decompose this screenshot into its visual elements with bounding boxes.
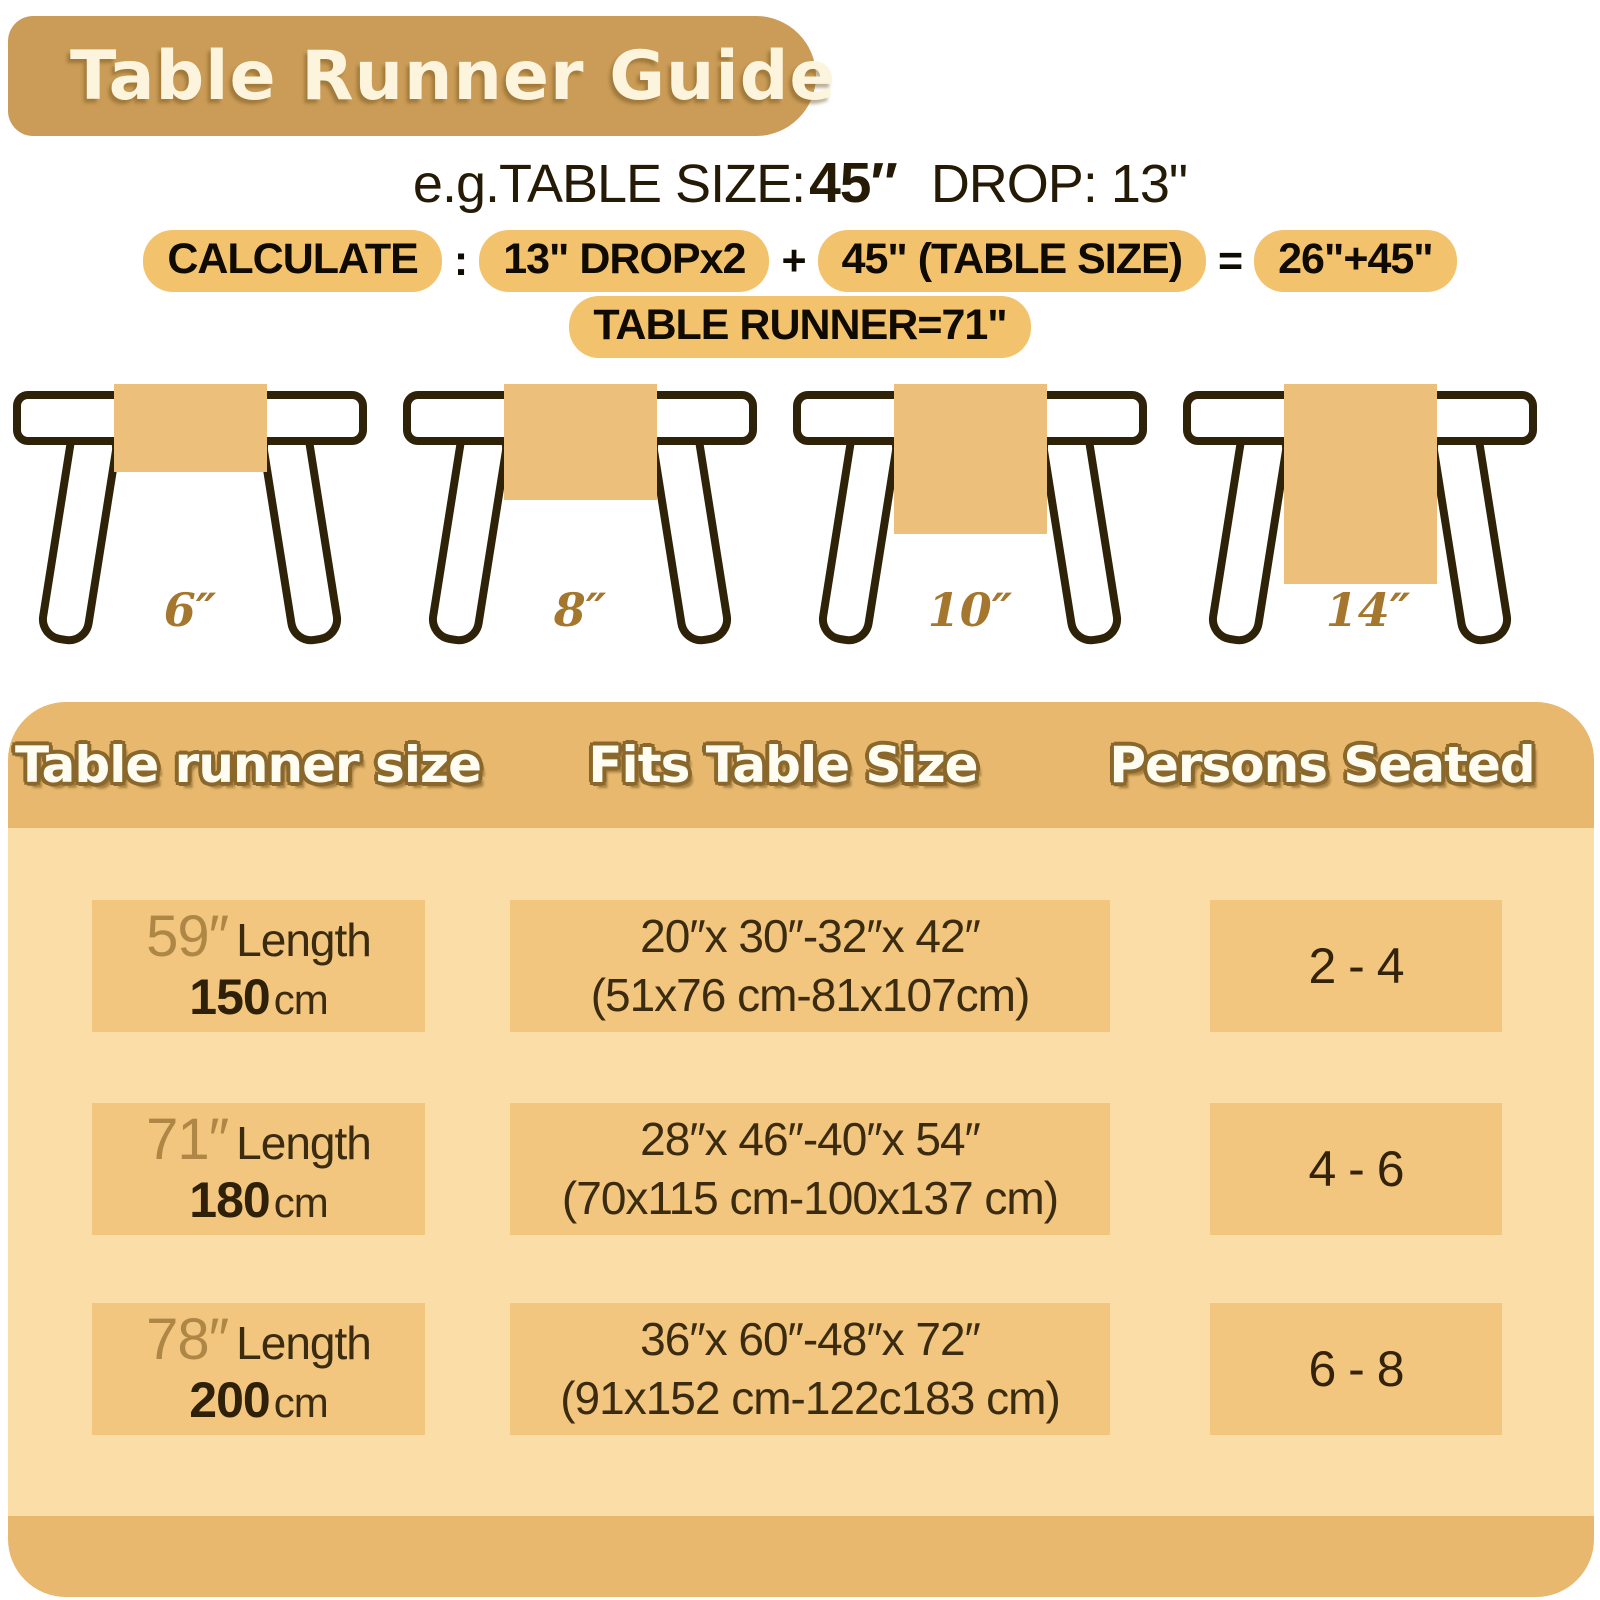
runner-result: TABLE RUNNER=71" <box>569 296 1030 358</box>
fits-table-size-cell <box>510 1103 1110 1235</box>
persons-seated-cell <box>1210 1103 1502 1235</box>
calculate-colon: : <box>453 236 468 285</box>
drop-label: 10″ <box>927 583 1013 637</box>
drop-expression: 13" DROPx2 <box>479 230 769 292</box>
cm-unit: cm <box>273 976 328 1024</box>
example-drop: DROP: 13" <box>930 154 1188 214</box>
fits-inches: 28″x 46″-40″x 54″ <box>640 1113 980 1166</box>
fits-cm: (91x152 cm-122c183 cm) <box>560 1372 1060 1424</box>
table-illustration-8in <box>400 378 760 650</box>
fits-table-size-cell <box>510 900 1110 1032</box>
calculate-line <box>0 230 1600 292</box>
length-word: Length <box>236 1117 371 1170</box>
table-drawing <box>10 378 370 650</box>
column-header-fits-table-size: Fits Table Size <box>588 736 978 794</box>
runner-length-cm: 200 <box>189 1372 270 1429</box>
runner-swatch <box>894 384 1047 534</box>
table-illustration-6in <box>10 378 370 650</box>
persons-range: 4 - 6 <box>1308 1141 1404 1197</box>
persons-seated-cell <box>1210 1303 1502 1435</box>
drop-label: 8″ <box>553 583 607 637</box>
runner-size-cell <box>92 1303 425 1435</box>
runner-length-inches: 78″ <box>146 1307 229 1373</box>
table-leg-right <box>1041 425 1120 644</box>
runner-size-cell <box>92 1103 425 1235</box>
drop-label: 6″ <box>163 583 217 637</box>
fits-cm: (51x76 cm-81x107cm) <box>590 969 1030 1021</box>
runner-swatch <box>504 384 657 500</box>
column-header-runner-size: Table runner size <box>15 736 481 794</box>
runner-swatch <box>1284 384 1437 584</box>
table-leg-left <box>820 425 899 644</box>
fits-cm: (70x115 cm-100x137 cm) <box>561 1172 1059 1224</box>
title-banner <box>8 16 837 136</box>
runner-length-inches: 59″ <box>146 904 229 970</box>
table-leg-left <box>1210 425 1289 644</box>
drop-label: 14″ <box>1325 583 1411 637</box>
column-header-persons-seated: Persons Seated <box>1109 736 1535 794</box>
length-word: Length <box>236 914 371 967</box>
plus-sign: + <box>781 236 806 285</box>
equals-sign: = <box>1218 236 1243 285</box>
table-drawing <box>400 378 760 650</box>
page-title: Table Runner Guide <box>70 36 837 116</box>
table-illustration-10in <box>790 378 1150 650</box>
table-drawing <box>790 378 1150 650</box>
drop-illustrations <box>10 378 1590 650</box>
runner-length-inches: 71″ <box>146 1107 229 1173</box>
runner-swatch <box>114 384 267 472</box>
table-illustration-14in <box>1180 378 1540 650</box>
table-leg-right <box>1431 425 1510 644</box>
example-prefix: e.g.TABLE SIZE: <box>412 154 806 214</box>
table-leg-left <box>40 425 119 644</box>
sum-expression: 26"+45" <box>1254 230 1457 292</box>
fits-inches: 36″x 60″-48″x 72″ <box>640 1313 980 1366</box>
persons-range: 6 - 8 <box>1308 1341 1404 1397</box>
table-size-expression: 45" (TABLE SIZE) <box>818 230 1206 292</box>
example-line <box>0 150 1600 216</box>
calculate-label: CALCULATE <box>143 230 442 292</box>
cm-unit: cm <box>273 1379 328 1427</box>
fits-inches: 20″x 30″-32″x 42″ <box>640 910 980 963</box>
result-line <box>0 296 1600 358</box>
fits-table-size-cell <box>510 1303 1110 1435</box>
runner-size-cell <box>92 900 425 1032</box>
table-leg-right <box>651 425 730 644</box>
length-word: Length <box>236 1317 371 1370</box>
runner-length-cm: 180 <box>189 1172 270 1229</box>
example-table-size: 45″ <box>809 151 897 215</box>
runner-length-cm: 150 <box>189 969 270 1026</box>
table-leg-left <box>430 425 509 644</box>
table-leg-right <box>261 425 340 644</box>
cm-unit: cm <box>273 1179 328 1227</box>
persons-range: 2 - 4 <box>1308 938 1404 994</box>
persons-seated-cell <box>1210 900 1502 1032</box>
size-guide-table <box>8 702 1594 1597</box>
table-drawing <box>1180 378 1540 650</box>
